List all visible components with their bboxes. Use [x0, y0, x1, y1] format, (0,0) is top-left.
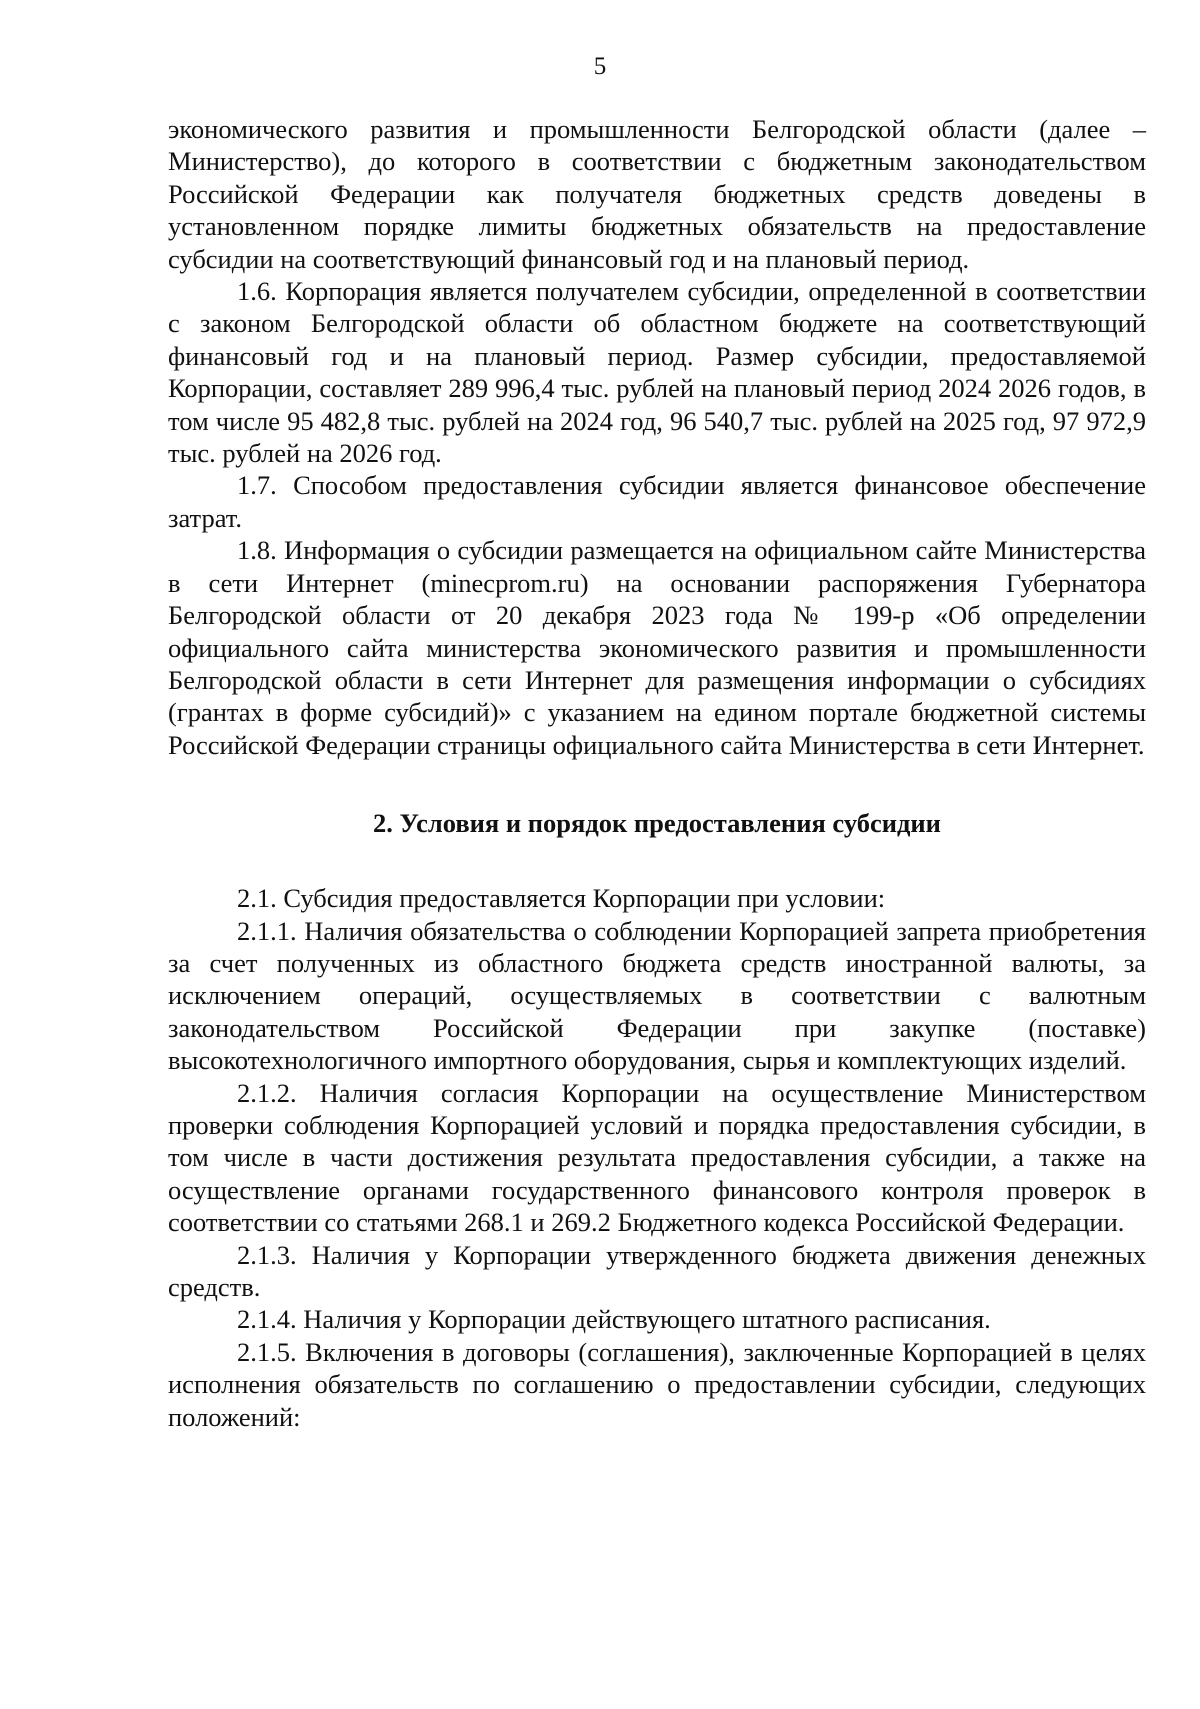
paragraph-1-7: 1.7. Способом предоставления субсидии является финансовое обеспечение затрат.	[168, 470, 1146, 533]
paragraph-2-1: 2.1. Субсидия предоставляется Корпорации при условии:	[237, 883, 886, 914]
document-body	[168, 113, 1146, 1433]
paragraph-2-1-1: 2.1.1. Наличия обязательства о соблюдении Корпорацией запрета приобретения за счет полученных из областного бюджета средств иностранной валюты, за исключением операций, осуществляемых в соответствии с валютным законодательством Российской Федерации при закупке (поставке) высокотехнологичного импортного оборудования, сырья и комплектующих изделий.	[168, 915, 1146, 1076]
paragraph-2-1-4: 2.1.4. Наличия у Корпорации действующего штатного расписания.	[237, 1304, 991, 1335]
paragraph-1-8: 1.8. Информация о субсидии размещается на официальном сайте Министерства в сети Интернет (minecprom.ru) на основании распоряжения Губернатора Белгородской области от 20 декабря 2023 года № 199-р «Об определении официального сайта министерства экономического развития и промышленности Белгородской области в сети Интернет для размещения информации о субсидиях (грантах в форме субсидий)» с указанием на едином портале бюджетной системы Российской Федерации страницы официального сайта Министерства в сети Интернет.	[168, 535, 1146, 760]
paragraph-1-6: 1.6. Корпорация является получателем субсидии, определенной в соответствии с законом Белгородской области об областном бюджете на соответствующий финансовый год и на плановый период. Размер субсидии, предоставляемой Корпорации, составляет 289 996,4 тыс. рублей на плановый период 2024 2026 годов, в том числе 95 482,8 тыс. рублей на 2024 год, 96 540,7 тыс. рублей на 2025 год, 97 972,9 тыс. рублей на 2026 год.	[168, 276, 1146, 469]
page-number: 5	[593, 53, 607, 80]
section-heading: 2. Условия и порядок предоставления субсидии	[373, 808, 941, 839]
paragraph-2-1-2: 2.1.2. Наличия согласия Корпорации на осуществление Министерством проверки соблюдения Корпорацией условий и порядка предоставления субсидии, в том числе в части достижения результата предоставления субсидии, а также на осуществление органами государственного финансового контроля проверок в соответствии со статьями 268.1 и 269.2 Бюджетного кодекса Российской Федерации.	[168, 1077, 1146, 1238]
paragraph-continuation: экономического развития и промышленности Белгородской области (далее – Министерство), до которого в соответствии с бюджетным законодательством Российской Федерации как получателя бюджетных средств доведены в установленном порядке лимиты бюджетных обязательств на предоставление субсидии на соответствующий финансовый год и на плановый период.	[168, 114, 1146, 274]
paragraph-2-1-5: 2.1.5. Включения в договоры (соглашения), заключенные Корпорацией в целях исполнения обязательств по соглашению о предоставлении субсидии, следующих положений:	[168, 1336, 1146, 1432]
paragraph-2-1-3: 2.1.3. Наличия у Корпорации утвержденного бюджета движения денежных средств.	[168, 1239, 1146, 1302]
